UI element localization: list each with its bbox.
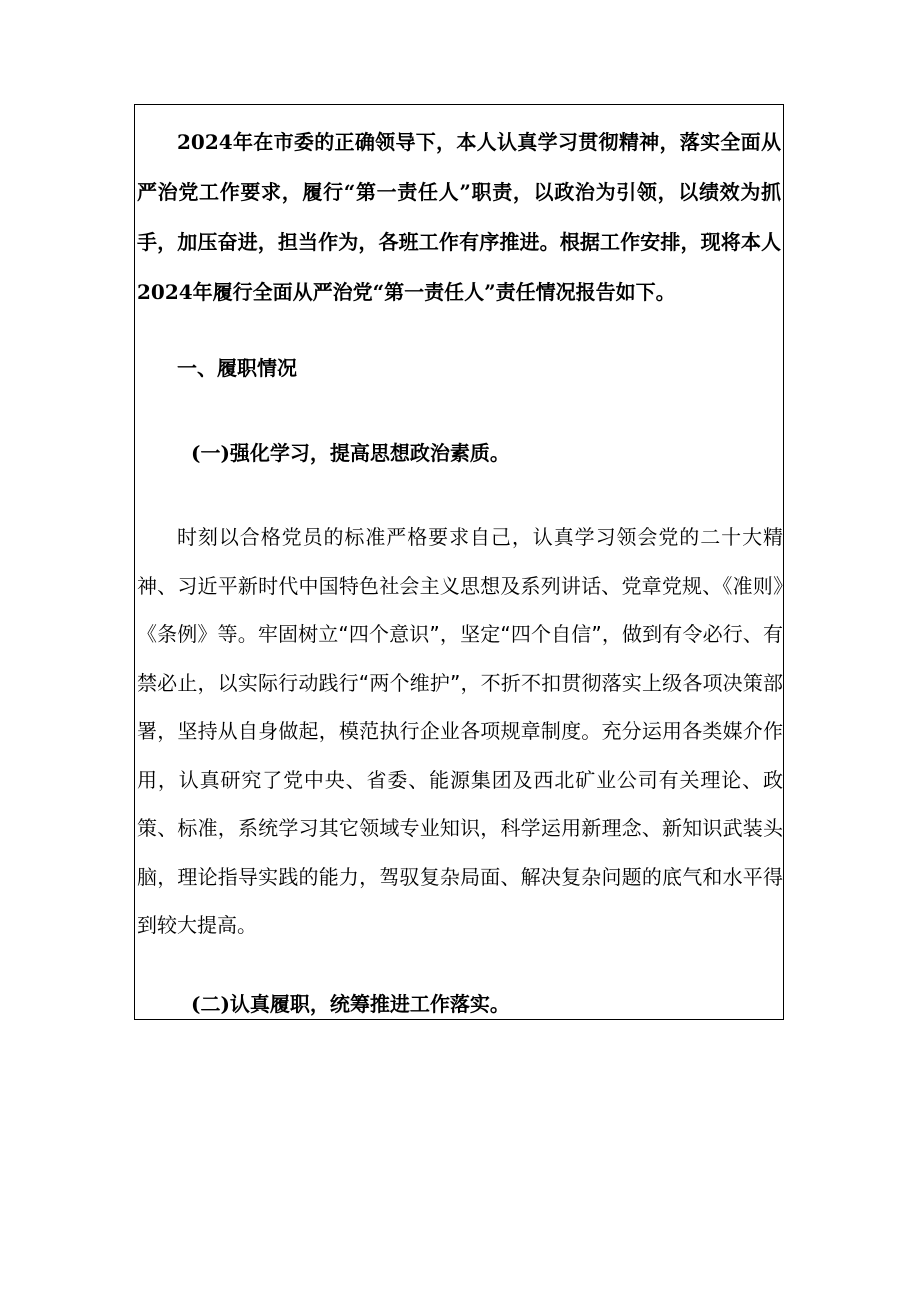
subheading-duty: (二)认真履职，统筹推进工作落实。: [191, 992, 510, 1016]
subheading-study: (一)强化学习，提高思想政治素质。: [191, 441, 510, 465]
body-paragraph-study: 时刻以合格党员的标准严格要求自己，认真学习领会党的二十大精神、习近平新时代中国特色社会主义思想及系列讲话、党章党规、《准则》《条例》等。牢固树立“四个意识”，坚定“四个自信”，做到有令必行、有禁必止，以实际行动践行“两个维护”，不折不扣贯彻落实上级各项决策部署，坚持从自身做起，模范执行企业各项规章制度。充分运用各类媒介作用，认真研究了党中央、省委、能源集团及西北矿业公司有关理论、政策、标准，系统学习其它领域专业知识，科学运用新理念、新知识武装头脑，理论指导实践的能力，驾驭复杂局面、解决复杂问题的底气和水平得到较大提高。: [137, 525, 783, 937]
document-page: [134, 104, 784, 1020]
section-heading: 一、履职情况: [177, 356, 297, 380]
intro-paragraph: 2024年在市委的正确领导下，本人认真学习贯彻精神，落实全面从严治党工作要求，履行“第一责任人”职责，以政治为引领，以绩效为抓手，加压奋进，担当作为，各班工作有序推进。根据工作安排，现将本人2024年履行全面从严治党“第一责任人”责任情况报告如下。: [137, 130, 781, 304]
